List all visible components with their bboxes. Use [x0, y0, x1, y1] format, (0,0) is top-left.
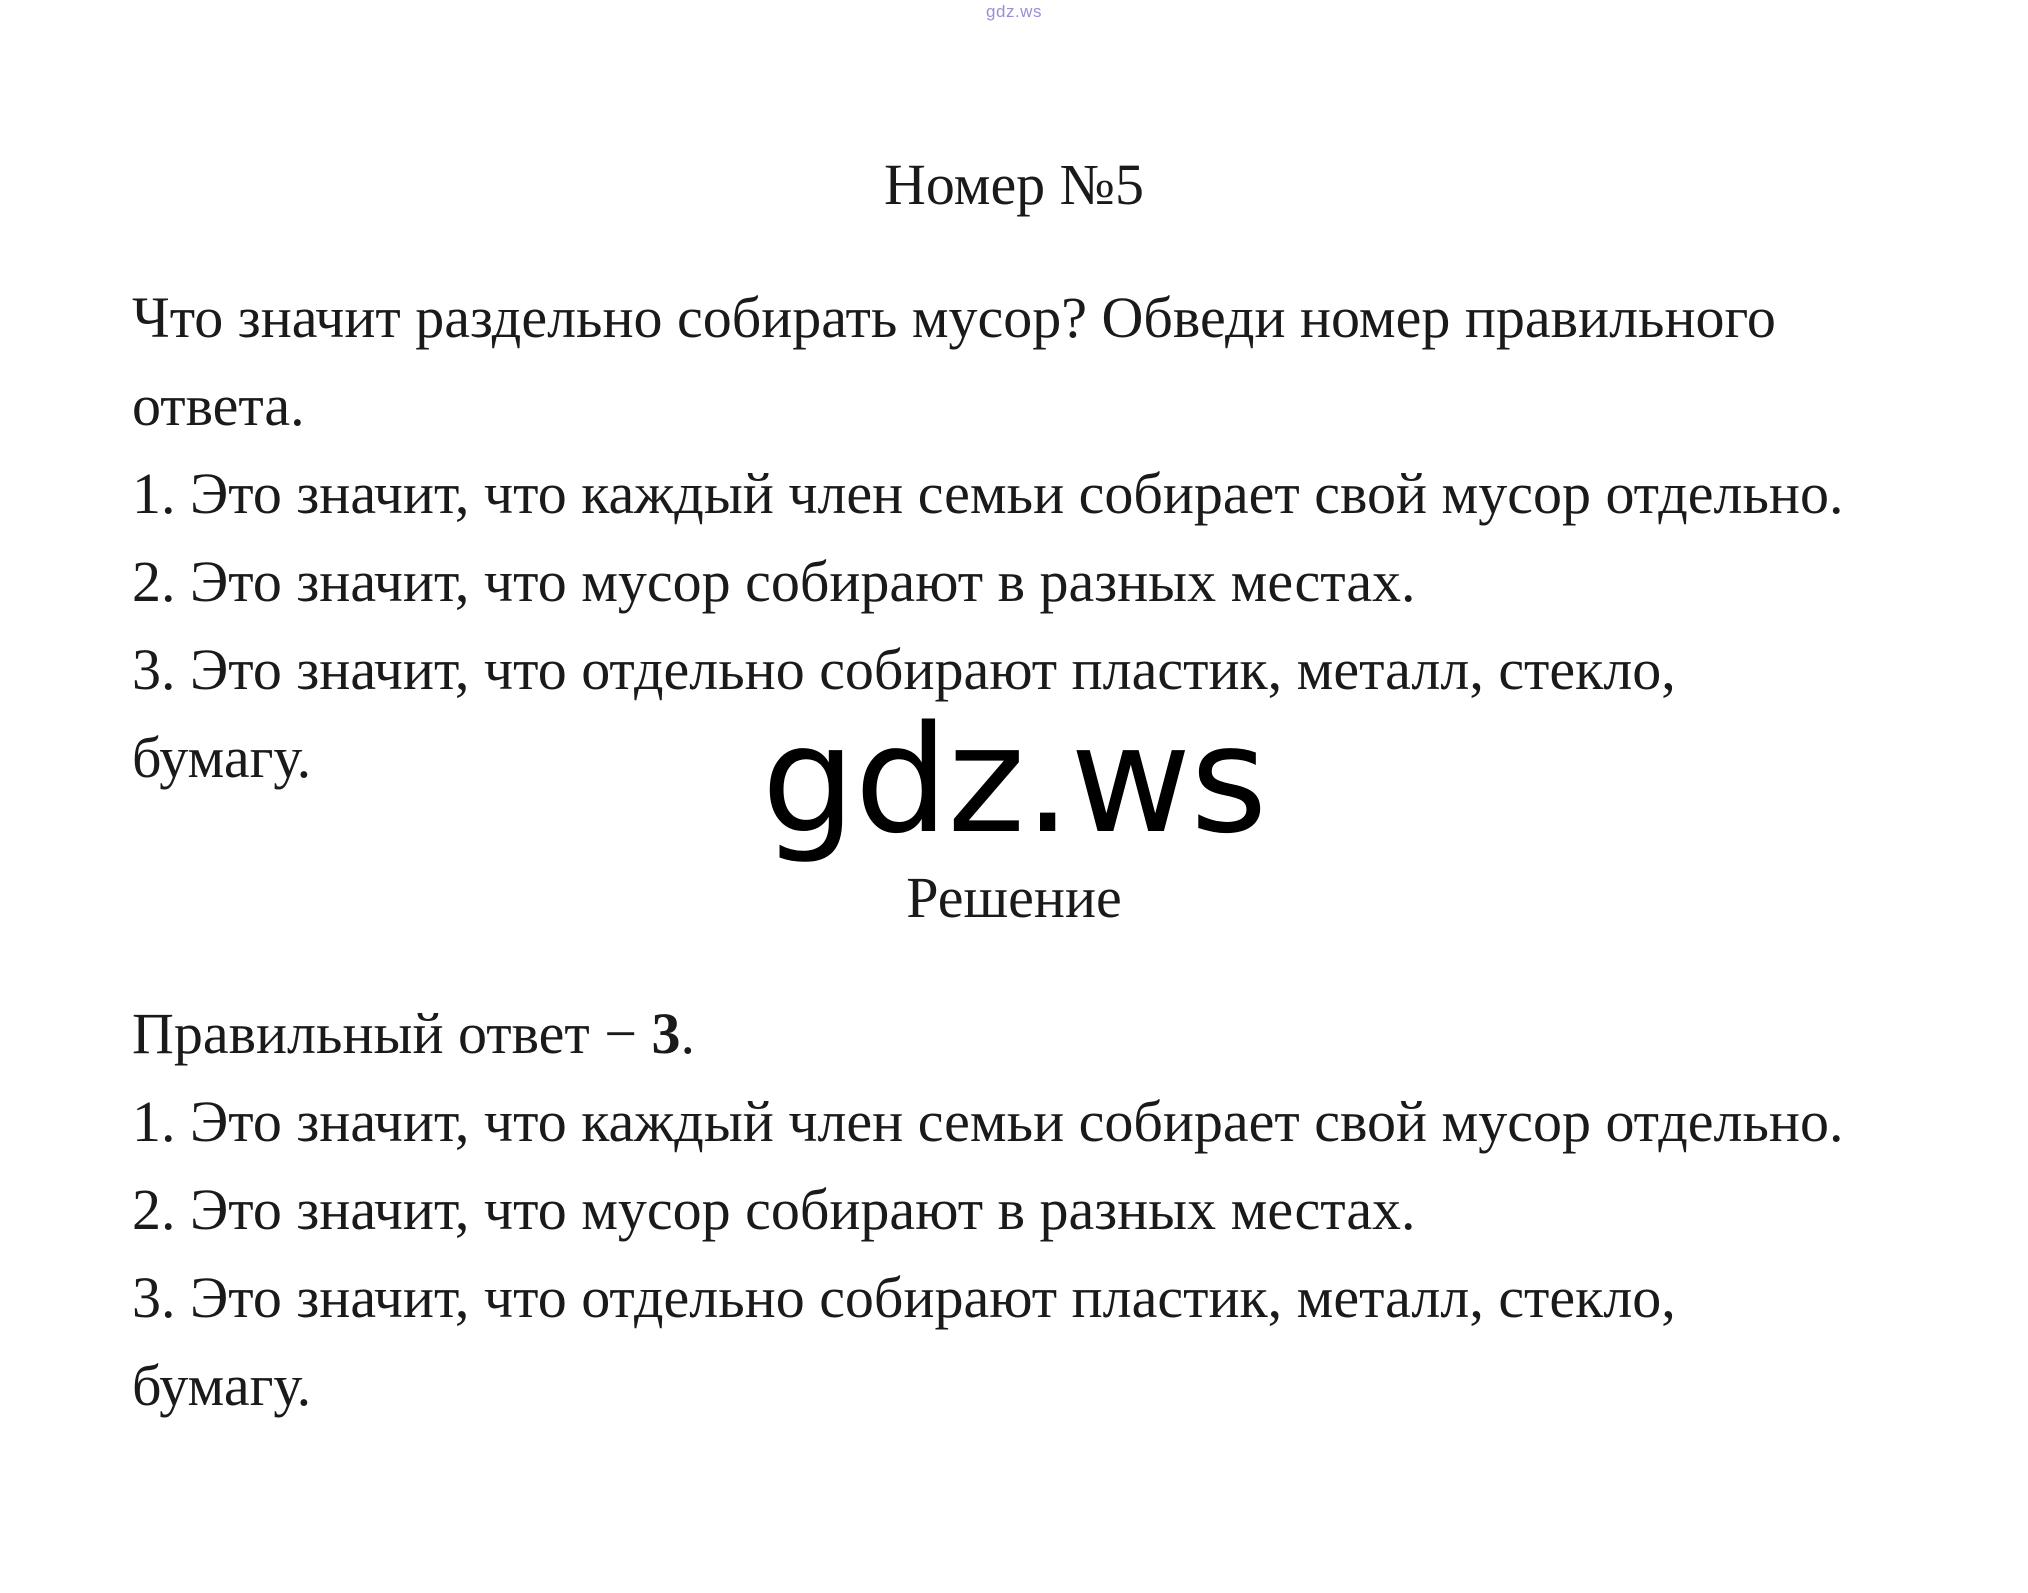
question-option-3-continued: бумагу. [132, 725, 312, 790]
answer-option-3-continued: бумагу. [132, 1353, 312, 1418]
question-text-line-1: Что значит раздельно собирать мусор? Обведи номер правильного [132, 285, 1776, 350]
page-title: Номер №5 [883, 152, 1145, 217]
answer-option-1: 1. Это значит, что каждый член семьи собирает свой мусор отдельно. [132, 1089, 1844, 1154]
answer-line [132, 990, 1992, 1078]
top-watermark: gdz.ws [986, 2, 1042, 21]
answer-option-3: 3. Это значит, что отдельно собирают пластик, металл, стекло, [132, 1265, 1676, 1330]
question-option-1: 1. Это значит, что каждый член семьи собирает свой мусор отдельно. [132, 461, 1844, 526]
answer-option-2: 2. Это значит, что мусор собирают в разных местах. [132, 1177, 1416, 1242]
answer-prefix: Правильный ответ − [132, 1001, 652, 1066]
question-option-3: 3. Это значит, что отдельно собирают пластик, металл, стекло, [132, 637, 1676, 702]
question-text-line-2: ответа. [132, 373, 305, 438]
answer-block [132, 990, 1992, 1430]
solution-heading: Решение [906, 865, 1122, 930]
site-watermark: gdz.ws [761, 694, 1267, 866]
answer-value: 3 [651, 1001, 681, 1066]
question-option-2: 2. Это значит, что мусор собирают в разных местах. [132, 549, 1416, 614]
answer-suffix: . [680, 1001, 695, 1066]
